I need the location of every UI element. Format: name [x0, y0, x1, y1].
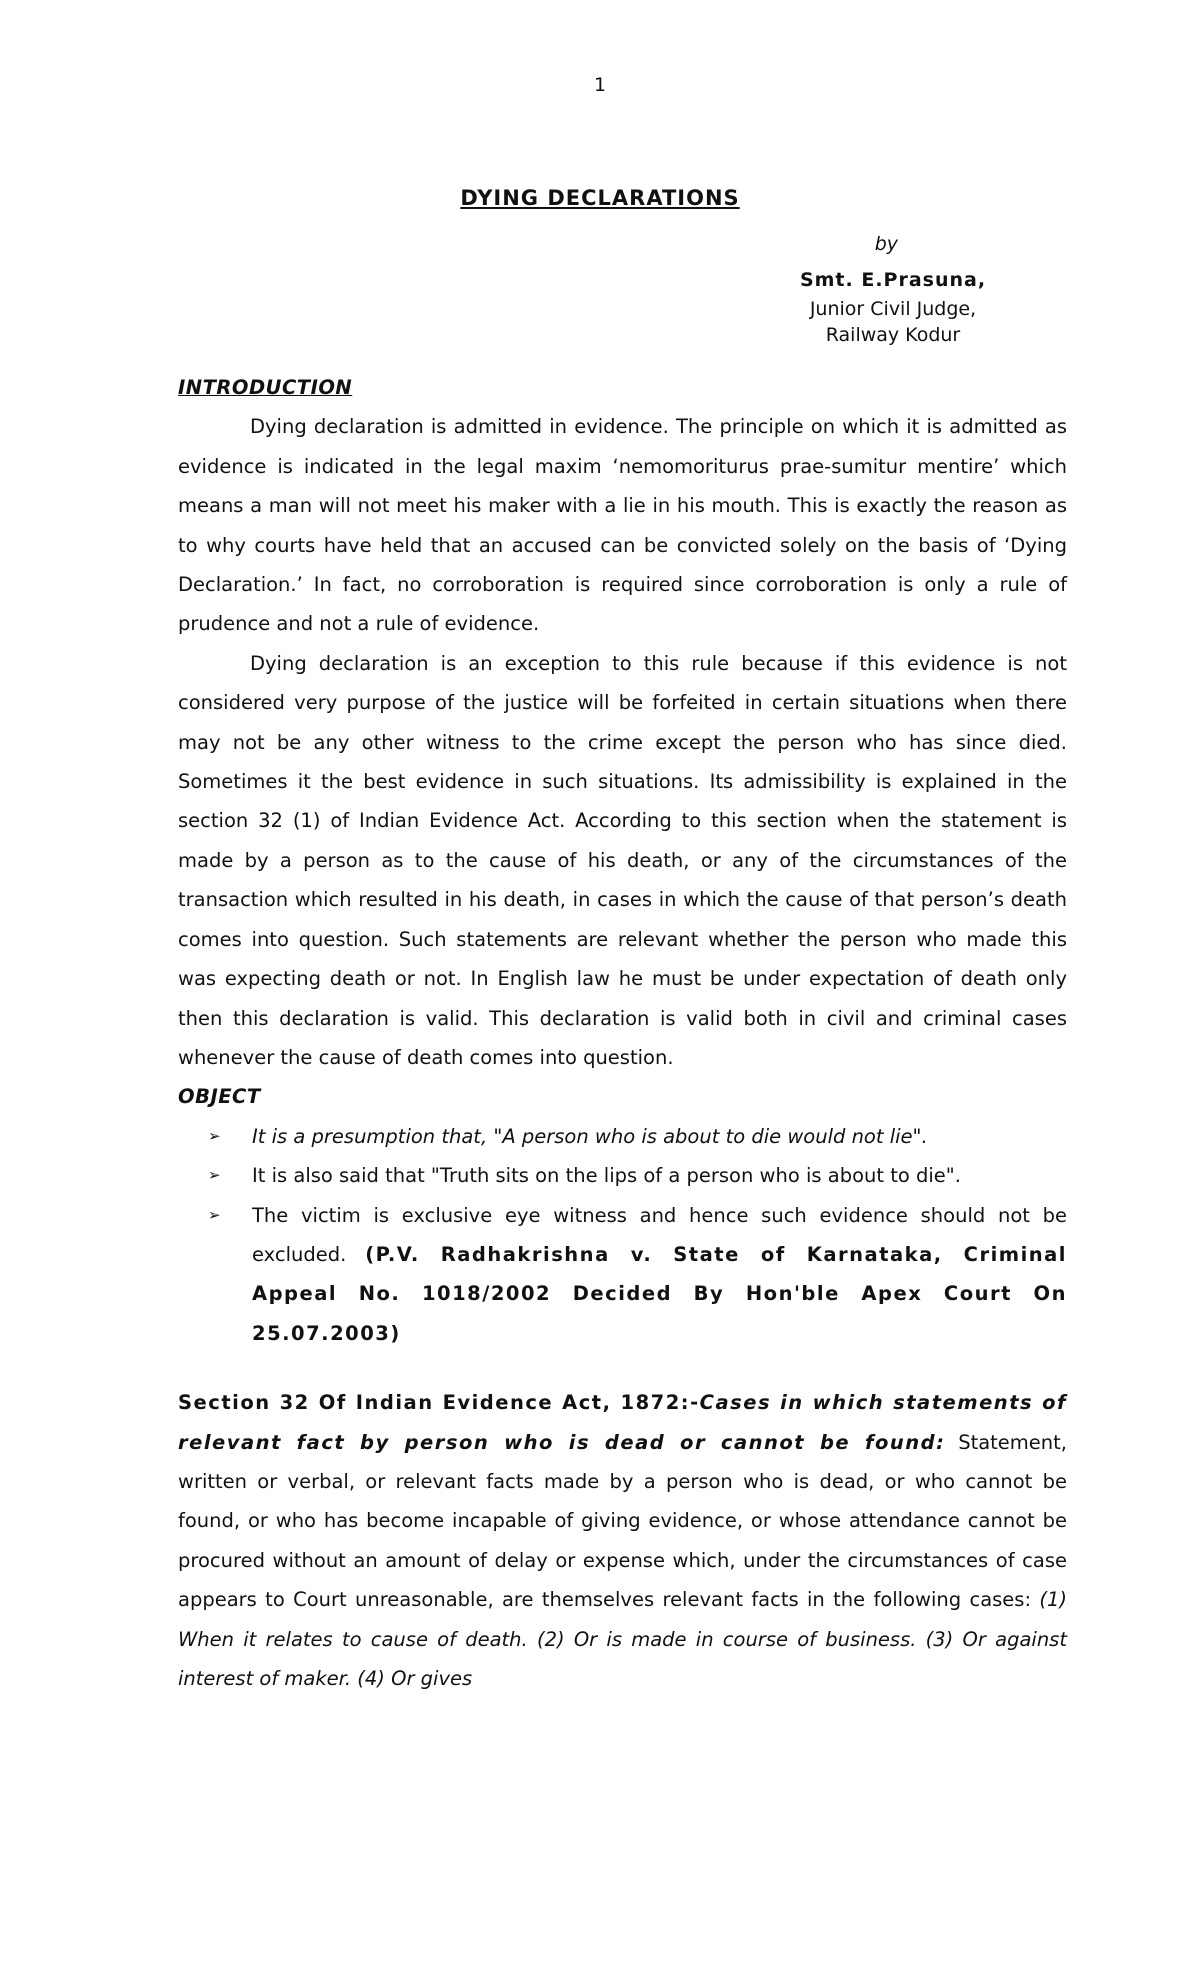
- byline-by: by: [874, 233, 898, 255]
- introduction-heading: INTRODUCTION: [178, 376, 353, 399]
- author-place: Railway Kodur: [825, 324, 961, 346]
- section-32-cases: (1) When it relates to cause of death. (2) Or is made in course of business. (3) Or against interest of maker. (4) Or gives: [178, 1588, 1067, 1690]
- object-bullet-1-text: It is a presumption that, "A person who is about to die would not lie".: [252, 1124, 928, 1148]
- section-32-subtitle: Cases in which statements of relevant fact by person who is dead or cannot be found:: [178, 1391, 1067, 1454]
- document-title: DYING DECLARATIONS: [460, 186, 740, 210]
- introduction-paragraph-1: Dying declaration is admitted in evidence. The principle on which it is admitted as evidence is indicated in the legal maxim ‘nemomoriturus prae-sumitur mentire’ which means a man will not meet his maker with a lie in his mouth. This is exactly the reason as to why courts have held that an accused can be convicted solely on the basis of ‘Dying Declaration.’ In fact, no corroboration is required since corroboration is only a rule of prudence and not a rule of evidence.: [178, 415, 1067, 636]
- section-32-text: Statement, written or verbal, or relevant facts made by a person who is dead, or who cannot be found, or who has become incapable of giving evidence, or whose attendance cannot be procured without an amount of delay or expense which, under the circumstances of case appears to Court unreasonable, are themselves relevant facts in the following cases:: [178, 1430, 1067, 1612]
- section-32-paragraph: [178, 1383, 1067, 1698]
- page-number: 1: [593, 74, 607, 96]
- author-byline: [778, 228, 1008, 348]
- document-body: [178, 368, 1067, 1698]
- object-bullet-3-citation: (P.V. Radhakrishna v. State of Karnataka, Criminal Appeal No. 1018/2002 Decided By Hon'ble Apex Court On 25.07.2003): [252, 1242, 1067, 1345]
- introduction-paragraph-2: Dying declaration is an exception to this rule because if this evidence is not considered very purpose of the justice will be forfeited in certain situations when there may not be any other witness to the crime except the person who has since died. Sometimes it the best evidence in such situations. Its admissibility is explained in the section 32 (1) of Indian Evidence Act. According to this section when the statement is made by a person as to the cause of his death, or any of the circumstances of the transaction which resulted in his death, in cases in which the cause of that person’s death comes into question. Such statements are relevant whether the person who made this was expecting death or not. In English law he must be under expectation of death only then this declaration is valid. This declaration is valid both in civil and criminal cases whenever the cause of death comes into question.: [178, 651, 1067, 1069]
- arrow-bullet-icon: ➢: [208, 1166, 221, 1185]
- object-heading: OBJECT: [178, 1085, 261, 1109]
- object-bullet-list: [178, 1117, 1067, 1353]
- arrow-bullet-icon: ➢: [208, 1205, 221, 1224]
- author-role: Junior Civil Judge,: [809, 298, 977, 320]
- object-bullet-1: [208, 1117, 1067, 1156]
- section-32-title: Section 32 Of Indian Evidence Act, 1872:-: [178, 1391, 700, 1415]
- object-bullet-3-text: The victim is exclusive eye witness and hence such evidence should not be excluded.: [252, 1203, 1067, 1266]
- object-bullet-3: [208, 1196, 1067, 1354]
- object-bullet-2: [208, 1156, 1067, 1195]
- author-name: Smt. E.Prasuna,: [799, 269, 987, 291]
- arrow-bullet-icon: ➢: [208, 1126, 221, 1145]
- object-bullet-2-text: It is also said that "Truth sits on the lips of a person who is about to die".: [252, 1164, 961, 1188]
